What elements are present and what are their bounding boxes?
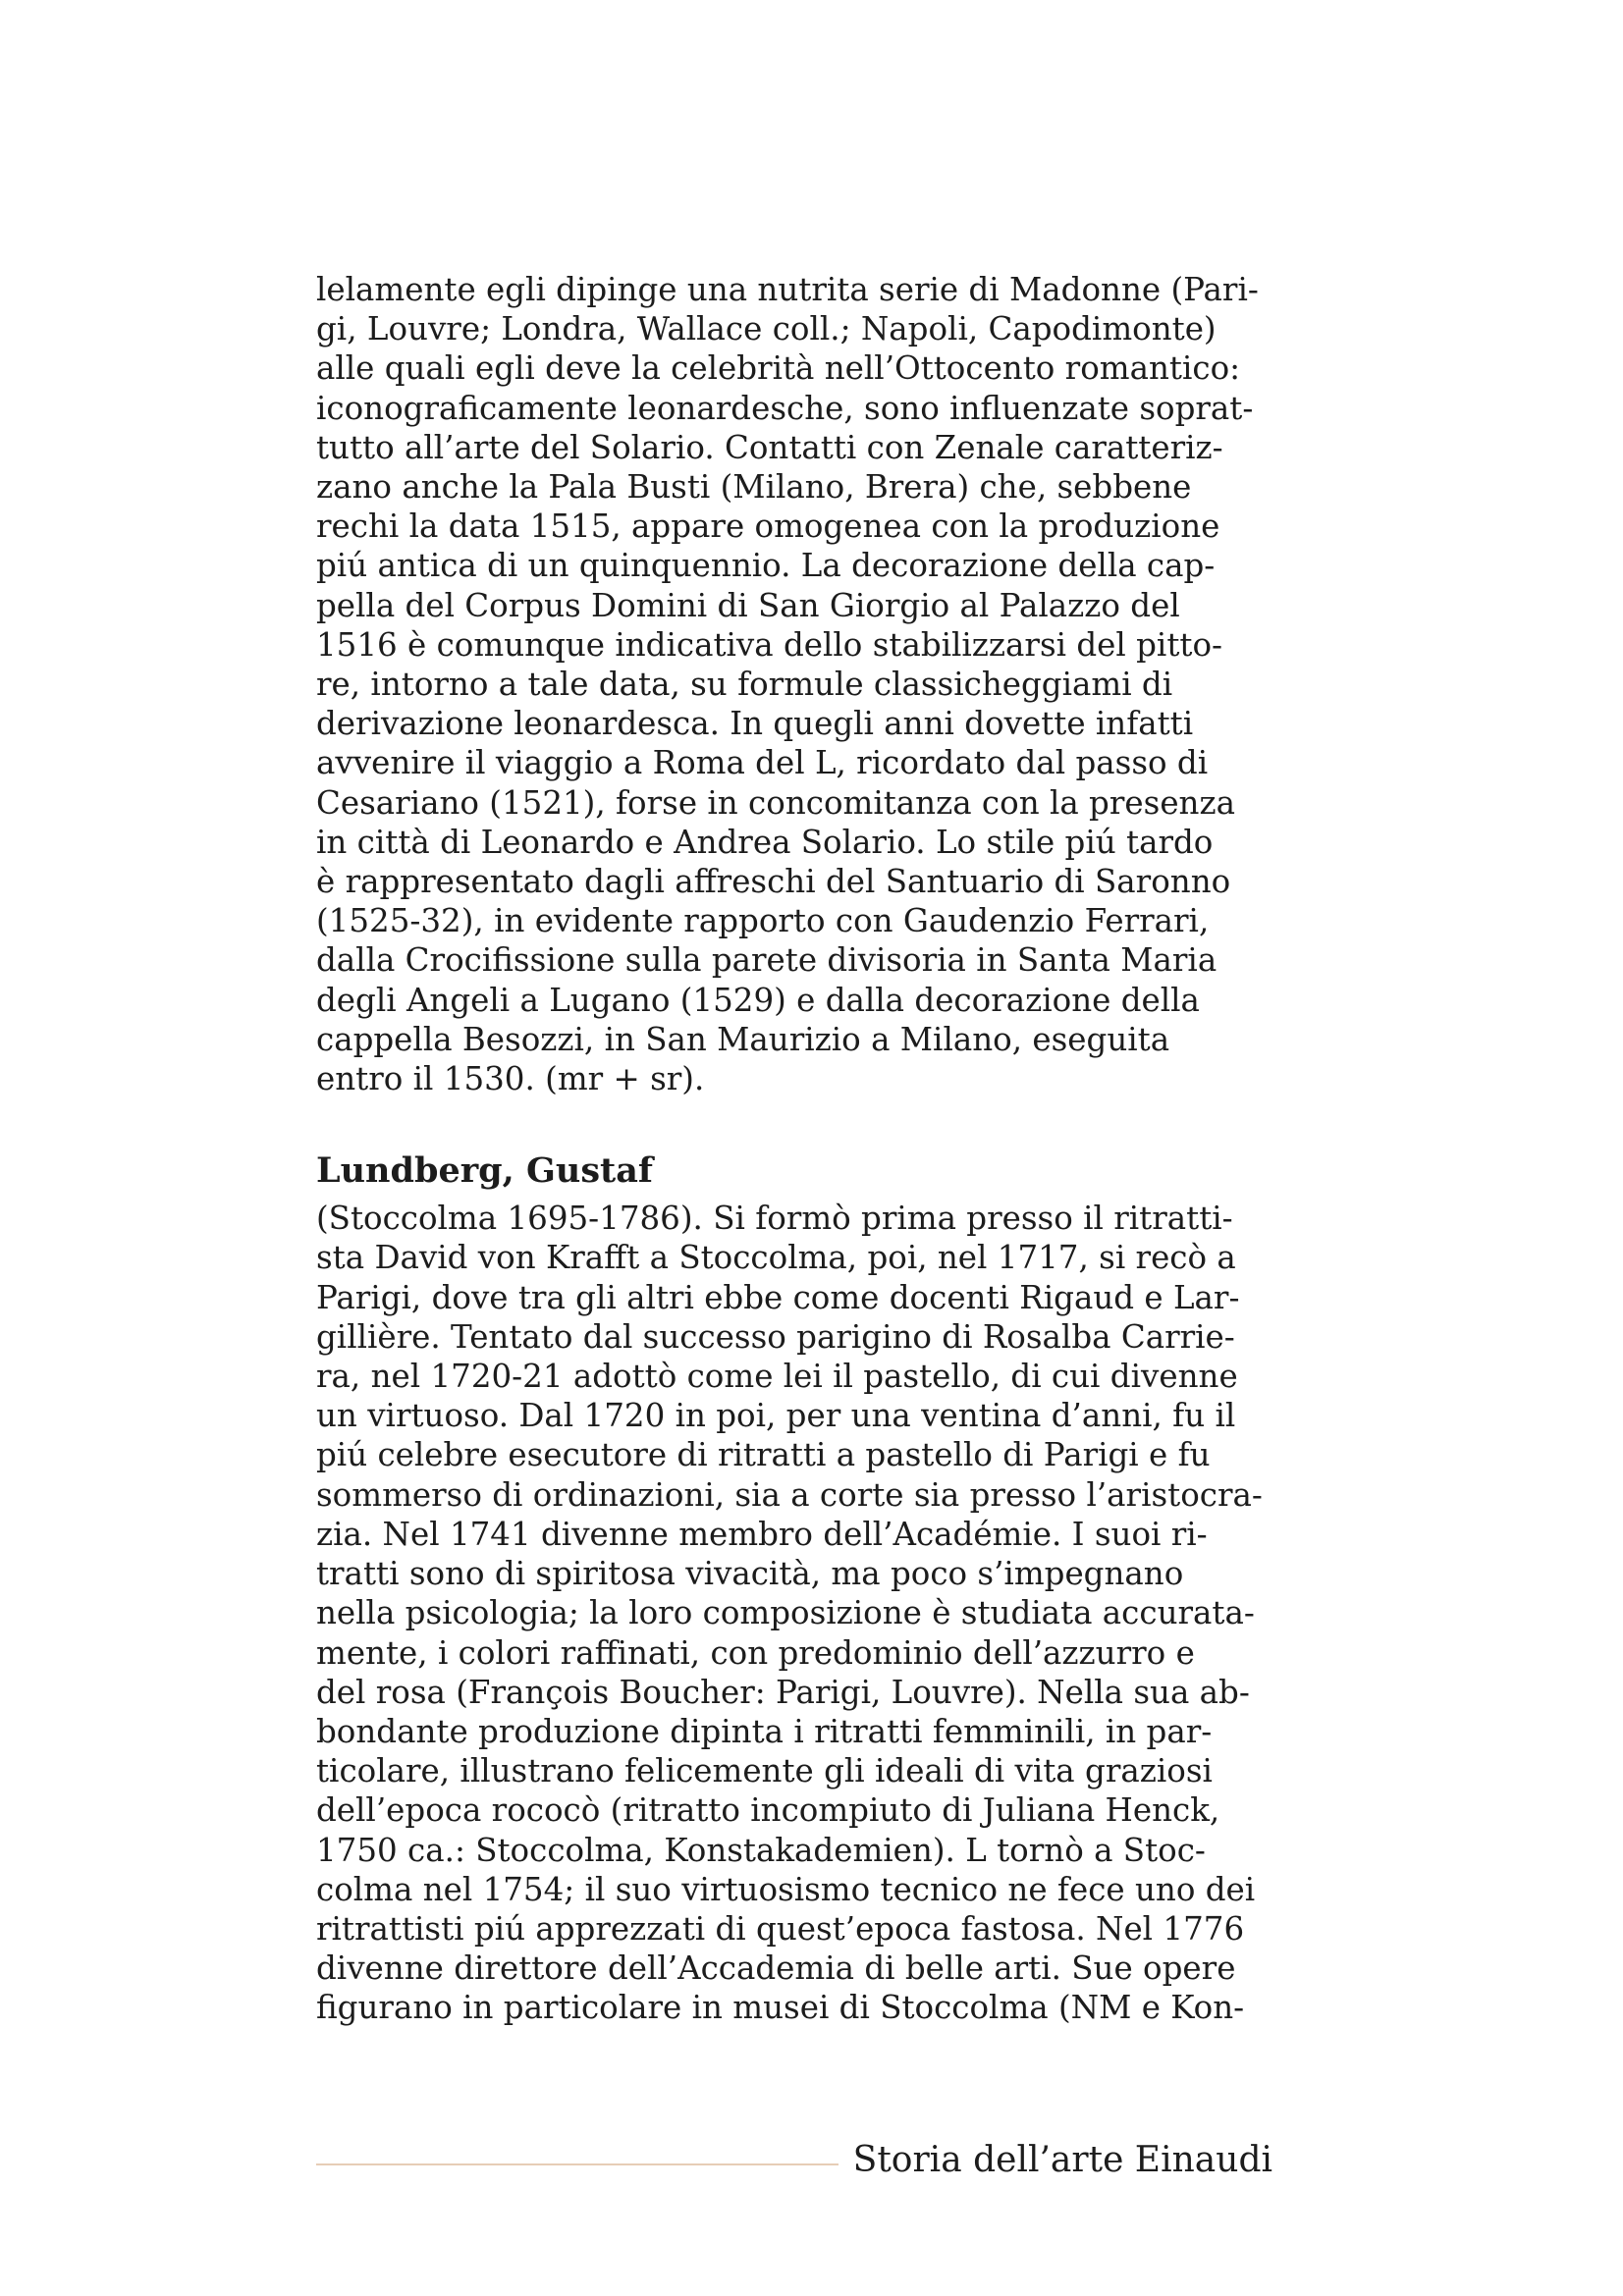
text-line: tratti sono di spiritosa vivacità, ma poco s’impegnano: [316, 1555, 1184, 1593]
footer-rule: [316, 2163, 839, 2165]
text-line: divenne direttore dell’Accademia di belle arti. Sue opere: [316, 1949, 1236, 1988]
text-line: (Stoccolma 1695-1786). Si formò prima presso il ritratti-: [316, 1200, 1233, 1238]
text-line: (1525-32), in evidente rapporto con Gaudenzio Ferrari,: [316, 902, 1210, 940]
text-line: un virtuoso. Dal 1720 in poi, per una ventina d’anni, fu il: [316, 1397, 1236, 1435]
text-line: iconograficamente leonardesche, sono influenzate soprat-: [316, 389, 1254, 427]
text-line: degli Angeli a Lugano (1529) e dalla decorazione della: [316, 981, 1200, 1019]
text-line: piú antica di un quinquennio. La decorazione della cap-: [316, 547, 1216, 585]
entry-body: [316, 1199, 1272, 2027]
text-block: [316, 270, 1272, 2028]
text-line: dalla Crocifissione sulla parete divisoria in Santa Maria: [316, 941, 1217, 980]
text-line: lelamente egli dipinge una nutrita serie di Madonne (Pari-: [316, 271, 1259, 308]
entry-title: Lundberg, Gustaf: [316, 1150, 653, 1192]
text-line: dell’epoca rococò (ritratto incompiuto di Juliana Henck,: [316, 1791, 1220, 1830]
text-line: zia. Nel 1741 divenne membro dell’Académie. I suoi ri-: [316, 1515, 1208, 1553]
text-line: del rosa (François Boucher: Parigi, Louvre). Nella sua ab-: [316, 1673, 1250, 1711]
text-line: ra, nel 1720-21 adottò come lei il pastello, di cui divenne: [316, 1358, 1238, 1396]
text-line: tutto all’arte del Solario. Contatti con Zenale caratteriz-: [316, 428, 1223, 466]
text-line: mente, i colori raffinati, con predominio dell’azzurro e: [316, 1633, 1195, 1672]
text-line: zano anche la Pala Busti (Milano, Brera) che, sebbene: [316, 468, 1192, 507]
text-line: 1516 è comunque indicativa dello stabilizzarsi del pitto-: [316, 625, 1222, 664]
text-line: colma nel 1754; il suo virtuosismo tecnico ne fece uno dei: [316, 1870, 1256, 1908]
text-line: pella del Corpus Domini di San Giorgio al Palazzo del: [316, 586, 1180, 624]
text-line: entro il 1530. (mr + sr).: [316, 1060, 705, 1098]
text-line: piú celebre esecutore di ritratti a pastello di Parigi e fu: [316, 1436, 1211, 1474]
text-line: rechi la data 1515, appare omogenea con la produzione: [316, 507, 1220, 546]
text-line: sta David von Krafft a Stoccolma, poi, nel 1717, si recò a: [316, 1239, 1236, 1277]
text-line: derivazione leonardesca. In quegli anni dovette infatti: [316, 705, 1194, 743]
text-line: re, intorno a tale data, su formule classicheggiami di: [316, 666, 1173, 704]
text-line: ritrattisti piú apprezzati di quest’epoca fastosa. Nel 1776: [316, 1909, 1245, 1948]
text-line: alle quali egli deve la celebrità nell’Ottocento romantico:: [316, 349, 1241, 388]
text-line: nella psicologia; la loro composizione è studiata accurata-: [316, 1594, 1255, 1632]
text-line: in città di Leonardo e Andrea Solario. Lo stile piú tardo: [316, 823, 1214, 861]
text-line: è rappresentato dagli affreschi del Santuario di Saronno: [316, 863, 1231, 901]
footer-title: Storia dell’arte Einaudi: [852, 2140, 1272, 2180]
text-line: gi, Louvre; Londra, Wallace coll.; Napoli, Capodimonte): [316, 310, 1217, 348]
text-line: avvenire il viaggio a Roma del L, ricordato dal passo di: [316, 744, 1209, 782]
text-line: Parigi, dove tra gli altri ebbe come docenti Rigaud e Lar-: [316, 1278, 1240, 1316]
text-line: sommerso di ordinazioni, sia a corte sia presso l’aristocra-: [316, 1475, 1263, 1514]
text-line: Cesariano (1521), forse in concomitanza con la presenza: [316, 783, 1235, 822]
intro-paragraph: [316, 270, 1272, 1098]
text-line: 1750 ca.: Stoccolma, Konstakademien). L tornò a Stoc-: [316, 1831, 1206, 1869]
text-line: cappella Besozzi, in San Maurizio a Milano, eseguita: [316, 1020, 1170, 1058]
text-line: ticolare, illustrano felicemente gli ideali di vita graziosi: [316, 1752, 1213, 1790]
text-line: bondante produzione dipinta i ritratti femminili, in par-: [316, 1712, 1213, 1750]
text-line: figurano in particolare in musei di Stoccolma (NM e Kon-: [316, 1989, 1245, 2027]
text-line: gillière. Tentato dal successo parigino di Rosalba Carrie-: [316, 1317, 1235, 1356]
